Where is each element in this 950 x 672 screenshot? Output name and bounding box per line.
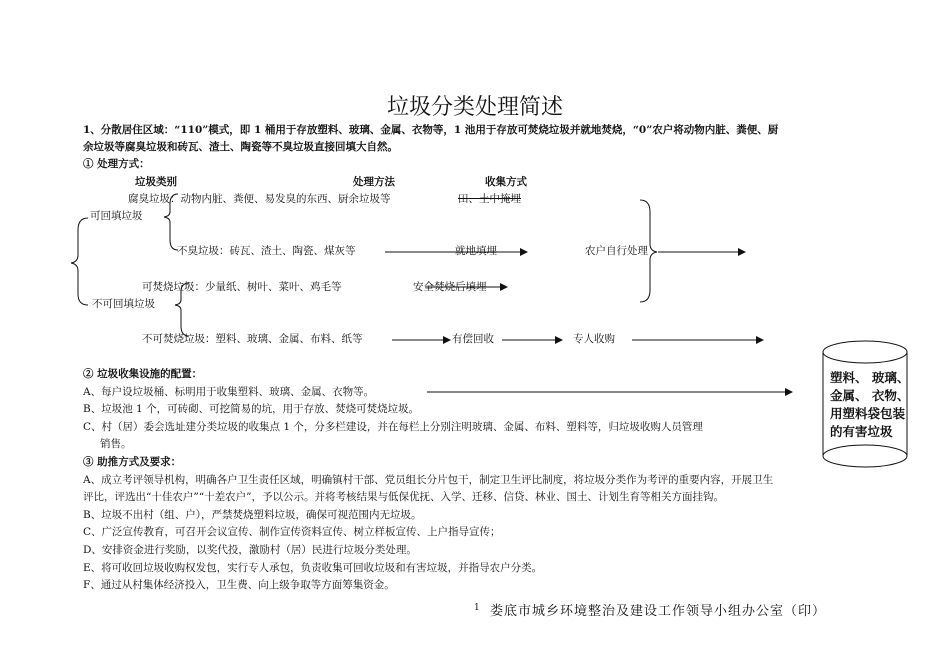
intro-line-1: 1、分散居住区域：“110”模式，即 1 桶用于存放塑料、玻璃、金属、衣物等，1 池用于存放可焚烧垃圾并就地焚烧，“0”农户将动物内脏、粪便、厨	[83, 124, 779, 136]
group-refill-label: 可回填垃圾	[90, 210, 143, 222]
section3-item-f: F、通过从村集体经济投入，卫生费、向上级争取等方面筹集资金。	[83, 579, 395, 591]
bin-label-line-2: 金属、 衣物、	[830, 388, 910, 403]
row-nonburnable-method: 有偿回收	[452, 333, 494, 345]
nonrefill-brace	[175, 283, 189, 336]
bin-label-line-1: 塑料、 玻璃、	[830, 370, 910, 385]
section1-heading: ① 处理方式：	[83, 158, 150, 170]
col-header-category: 垃圾类别	[135, 176, 177, 188]
group-nonrefill-label: 不可回填垃圾	[92, 298, 155, 310]
row-burnable-method: 安全焚烧后填埋	[413, 281, 487, 293]
section2-item-c-cont: 销售。	[100, 438, 132, 450]
bin-bottom-back	[823, 445, 907, 456]
page-title: 垃圾分类处理简述	[386, 95, 563, 120]
section3-item-e: E、将可收回垃圾收购权发包，实行专人承包，负责收集可回收垃圾和有害垃圾，并指导农户分类。	[83, 562, 543, 574]
refill-brace	[164, 194, 178, 250]
section3-item-a1: A、成立考评领导机构，明确各户卫生责任区域，明确镇村干部、党员组长分片包干，制定卫生评比制度，将垃圾分类作为考评的重要内容，开展卫生	[83, 474, 774, 486]
page-number: 1	[474, 603, 480, 613]
section3-item-c: C、广泛宣传教育，可召开会议宣传、制作宣传资料宣传、树立样板宣传、上户指导宣传；	[83, 526, 501, 538]
row-burnable: 可焚烧垃圾：少量纸、树叶、菜叶、鸡毛等	[142, 281, 342, 293]
section2-item-a: A、每户设垃圾桶、标明用于收集塑料、玻璃、金属、衣物等。	[83, 386, 375, 398]
col-header-method: 处理方法	[353, 176, 395, 188]
col-header-collect: 收集方式	[485, 176, 527, 188]
section3-item-b: B、垃圾不出村（组、户），严禁焚烧塑料垃圾，确保可视范围内无垃圾。	[83, 509, 422, 521]
bin-label-line-4: 的有害垃圾	[830, 424, 893, 439]
row-rotting: 腐臭垃圾：动物内脏、粪便、易发臭的东西、厨余垃圾等	[128, 193, 391, 205]
row-odorless-method: 就地填埋	[455, 245, 497, 257]
right-brace	[640, 200, 657, 302]
section3-item-d: D、安排资金进行奖励，以奖代投，激励村（居）民进行垃圾分类处理。	[83, 544, 417, 556]
bin-label-line-3: 用塑料袋包装	[830, 406, 906, 421]
section2-item-b: B、垃圾池 1 个，可砖砌、可挖简易的坑，用于存放、焚烧可焚烧垃圾。	[83, 403, 420, 415]
issuer-signature: 娄底市城乡环境整治及建设工作领导小组办公室（印）	[490, 604, 827, 619]
section2-item-c: C、村（居）委会选址建分类垃圾的收集点 1 个，分多栏建设，并在每栏上分别注明玻璃、金属、布料、塑料等，归垃圾收购人员管理	[83, 421, 703, 433]
row-buyer-label: 专人收购	[573, 333, 615, 345]
intro-line-2: 余垃圾等腐臭垃圾和砖瓦、渣土、陶瓷等不臭垃圾直接回填大自然。	[83, 141, 398, 153]
section3-heading: ③ 助推方式及要求：	[83, 456, 182, 468]
row-rotting-method: 田、土中掩埋	[458, 193, 521, 205]
row-farmer-label: 农户自行处理	[585, 245, 648, 257]
row-nonburnable: 不可焚烧垃圾：塑料、玻璃、金属、布料、纸等	[142, 333, 363, 345]
main-left-brace	[71, 218, 88, 305]
section2-heading: ② 垃圾收集设施的配置：	[83, 368, 203, 380]
bin-top	[823, 341, 907, 363]
row-odorless: 不臭垃圾：砖瓦、渣土、陶瓷、煤灰等	[177, 245, 356, 257]
section3-item-a2: 评比，评选出“十佳农户”“十差农户”，予以公示。并将考核结果与低保优抚、入学、迁移、信贷、林业、国土、计划生育等相关方面挂钩。	[83, 491, 724, 503]
